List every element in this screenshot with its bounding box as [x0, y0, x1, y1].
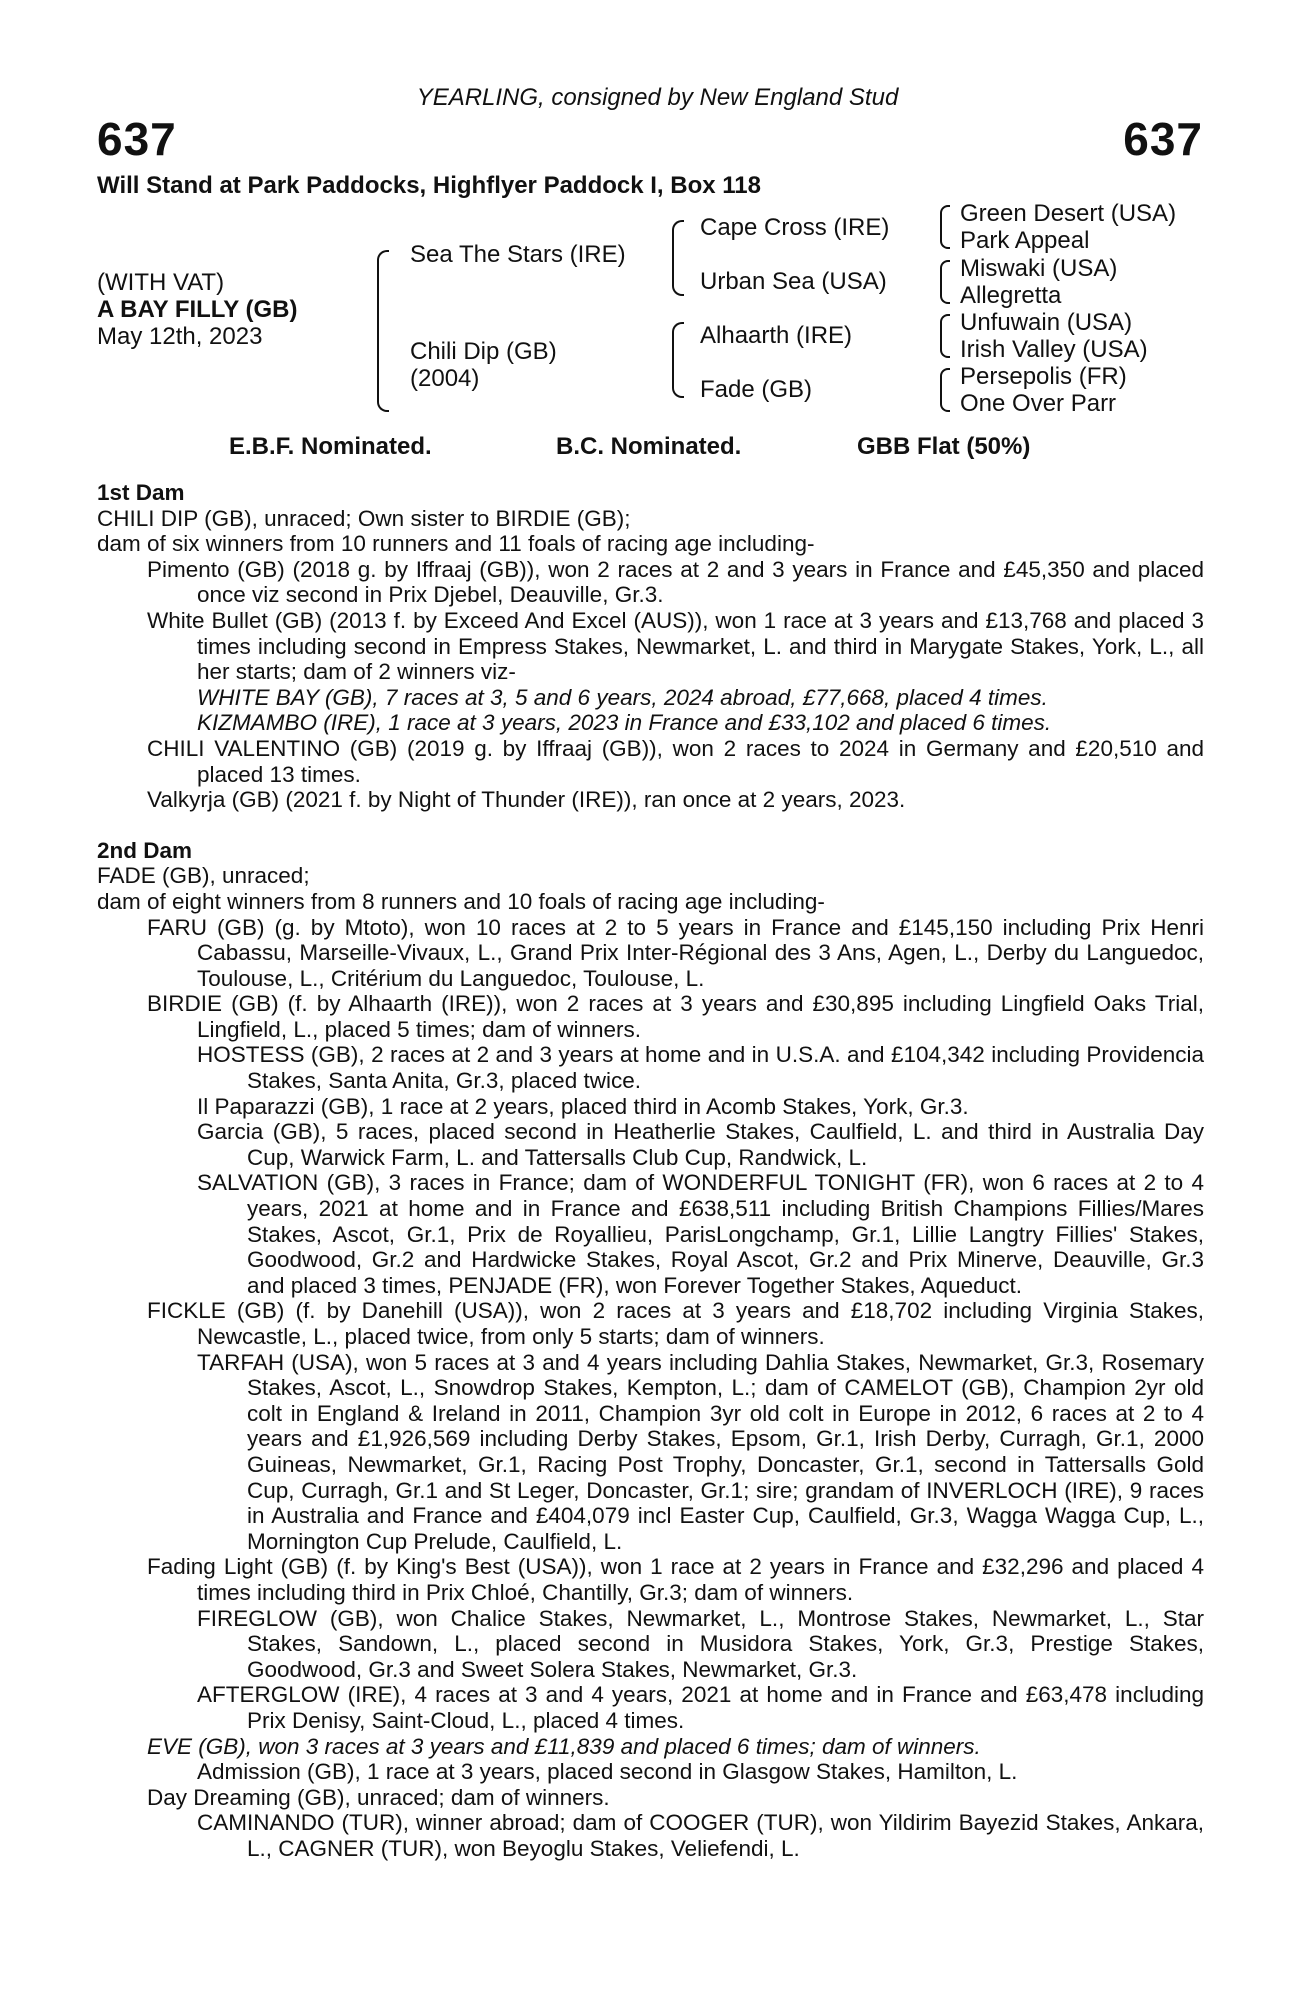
dam-dam: Fade (GB) [700, 376, 813, 403]
dam-sire: Alhaarth (IRE) [700, 322, 853, 349]
foaling-date: May 12th, 2023 [97, 323, 263, 350]
lot-number-right: 637 [1123, 113, 1203, 165]
horse-name: A BAY FILLY (GB) [97, 296, 298, 323]
first-dam-line: dam of six winners from 10 runners and 11 foals of racing age including- [97, 531, 815, 557]
sire-sire-dam: Park Appeal [960, 227, 1090, 254]
dam-dam-dam: One Over Parr [960, 390, 1117, 417]
pedigree-brace-main [377, 250, 389, 412]
second-dam-line: FICKLE (GB) (f. by Danehill (USA)), won 2 races at 3 years and £18,702 including Virginia Stakes, Newcastle, L., placed twice, from only 5 starts; dam of winners. [147, 1298, 1204, 1349]
dam-dam-sire: Persepolis (FR) [960, 363, 1127, 390]
first-dam-line: Pimento (GB) (2018 g. by Iffraaj (GB)), won 2 races at 2 and 3 years in France and £45,350 and placed once viz second in Prix Djebel, Deauville, Gr.3. [147, 556, 1204, 608]
first-dam-line: CHILI DIP (GB), unraced; Own sister to BIRDIE (GB); [97, 505, 631, 531]
sire-dam-dam: Allegretta [960, 282, 1062, 309]
first-dam-line: KIZMAMBO (IRE), 1 race at 3 years, 2023 in France and £33,102 and placed 6 times. [197, 710, 1052, 736]
dam-sire-dam: Irish Valley (USA) [960, 336, 1148, 363]
dam: Chili Dip (GB) [410, 338, 557, 365]
pedigree-brace-dd [940, 368, 950, 412]
second-dam-line: CAMINANDO (TUR), winner abroad; dam of COOGER (TUR), won Yildirim Bayezid Stakes, Ankara, L., CAGNER (TUR), won Beyoglu Stakes, Veliefendi, L. [197, 1810, 1204, 1861]
catalogue-body [97, 480, 1204, 1861]
second-dam-line: dam of eight winners from 8 runners and 10 foals of racing age including- [97, 888, 825, 914]
stand-location: Will Stand at Park Paddocks, Highflyer Paddock I, Box 118 [97, 172, 761, 199]
first-dam-line: White Bullet (GB) (2013 f. by Exceed And Excel (AUS)), won 1 race at 3 years and £13,768 and placed 3 times including second in Empress Stakes, Newmarket, L. and third in Marygate Stakes, York, L., all her starts; dam of 2 winners viz- [147, 607, 1204, 685]
second-dam-line: BIRDIE (GB) (f. by Alhaarth (IRE)), won 2 races at 3 years and £30,895 including Lingfield Oaks Trial, Lingfield, L., placed 5 times; dam of winners. [147, 991, 1204, 1042]
dam-year: (2004) [410, 365, 480, 392]
second-dam-line: FARU (GB) (g. by Mtoto), won 10 races at 2 to 5 years in France and £145,150 including Prix Henri Cabassu, Marseille-Vivaux, L., Grand Prix Inter-Régional des 3 Ans, Agen, L., Derby du Languedoc, Toulouse, L., Critérium du Languedoc, Toulouse, L. [147, 914, 1204, 991]
pedigree-brace-ss [940, 205, 950, 249]
second-dam-line: EVE (GB), won 3 races at 3 years and £11,839 and placed 6 times; dam of winners. [147, 1733, 981, 1759]
pedigree-brace-sire [672, 220, 684, 296]
ebf-nomination: E.B.F. Nominated. [229, 433, 432, 460]
sire-sire: Cape Cross (IRE) [700, 214, 890, 241]
consignor-subtitle: YEARLING, consigned by New England Stud [416, 84, 899, 111]
second-dam-line: FADE (GB), unraced; [97, 863, 310, 889]
sire-sire-sire: Green Desert (USA) [960, 200, 1177, 227]
lot-number-left: 637 [97, 113, 177, 165]
second-dam-line: AFTERGLOW (IRE), 4 races at 3 and 4 years, 2021 at home and in France and £63,478 including Prix Denisy, Saint-Cloud, L., placed 4 times. [197, 1682, 1204, 1733]
sire-dam: Urban Sea (USA) [700, 268, 887, 295]
pedigree-brace-ds [940, 314, 950, 358]
gbb-status: GBB Flat (50%) [857, 433, 1031, 460]
second-dam-line: TARFAH (USA), won 5 races at 3 and 4 years including Dahlia Stakes, Newmarket, Gr.3, Rosemary Stakes, Ascot, L., Snowdrop Stakes, Kempton, L.; dam of CAMELOT (GB), Champion 2yr old colt in England & Ireland in 2011, Champion 3yr old colt in Europe in 2012, 6 races at 2 to 4 years and £1,926,569 including Derby Stakes, Epsom, Gr.1, Irish Derby, Curragh, Gr.1, 2000 Guineas, Newmarket, Gr.1, Racing Post Trophy, Doncaster, Gr.1, second in Tattersalls Gold Cup, Curragh, Gr.1 and St Leger, Doncaster, Gr.1; sire; grandam of INVERLOCH (IRE), 9 races in Australia and France and £404,079 incl Easter Cup, Caulfield, Gr.3, Wagga Wagga Cup, L., Mornington Cup Prelude, Caulfield, L. [197, 1349, 1204, 1554]
sire: Sea The Stars (IRE) [410, 241, 626, 268]
vat-note: (WITH VAT) [97, 269, 225, 296]
second-dam-line: Garcia (GB), 5 races, placed second in Heatherlie Stakes, Caulfield, L. and third in Australia Day Cup, Warwick Farm, L. and Tattersalls Club Cup, Randwick, L. [197, 1119, 1204, 1170]
first-dam-line: CHILI VALENTINO (GB) (2019 g. by Iffraaj (GB)), won 2 races to 2024 in Germany and £20,510 and placed 13 times. [147, 735, 1204, 787]
pedigree-brace-dam [672, 322, 684, 398]
second-dam-line: SALVATION (GB), 3 races in France; dam of WONDERFUL TONIGHT (FR), won 6 races at 2 to 4 years, 2021 at home and in France and £638,511 including British Champions Fillies/Mares Stakes, Ascot, Gr.1, Prix de Royallieu, ParisLongchamp, Gr.1, Lillie Langtry Fillies' Stakes, Goodwood, Gr.2 and Hardwicke Stakes, Royal Ascot, Gr.2 and Prix Minerve, Deauville, Gr.3 and placed 3 times, PENJADE (FR), won Forever Together Stakes, Aqueduct. [197, 1170, 1204, 1298]
bc-nomination: B.C. Nominated. [556, 433, 742, 460]
second-dam-line: Il Paparazzi (GB), 1 race at 2 years, placed third in Acomb Stakes, York, Gr.3. [197, 1093, 969, 1119]
first-dam-heading: 1st Dam [97, 480, 185, 505]
second-dam-line: Day Dreaming (GB), unraced; dam of winners. [147, 1784, 610, 1810]
first-dam-line: Valkyrja (GB) (2021 f. by Night of Thunder (IRE)), ran once at 2 years, 2023. [147, 787, 906, 813]
second-dam-line: Admission (GB), 1 race at 3 years, placed second in Glasgow Stakes, Hamilton, L. [197, 1759, 1018, 1785]
second-dam-line: FIREGLOW (GB), won Chalice Stakes, Newmarket, L., Montrose Stakes, Newmarket, L., Star Stakes, Sandown, L., placed second in Musidora Stakes, York, Gr.3, Prestige Stakes, Goodwood, Gr.3 and Sweet Solera Stakes, Newmarket, Gr.3. [197, 1605, 1204, 1682]
first-dam-line: WHITE BAY (GB), 7 races at 3, 5 and 6 years, 2024 abroad, £77,668, placed 4 times. [197, 684, 1048, 710]
second-dam-heading: 2nd Dam [97, 837, 193, 863]
sire-dam-sire: Miswaki (USA) [960, 255, 1118, 282]
dam-sire-sire: Unfuwain (USA) [960, 309, 1133, 336]
pedigree-brace-sd [940, 260, 950, 304]
second-dam-line: HOSTESS (GB), 2 races at 2 and 3 years at home and in U.S.A. and £104,342 including Providencia Stakes, Santa Anita, Gr.3, placed twice. [197, 1042, 1204, 1094]
second-dam-line: Fading Light (GB) (f. by King's Best (USA)), won 1 race at 2 years in France and £32,296 and placed 4 times including third in Prix Chloé, Chantilly, Gr.3; dam of winners. [147, 1554, 1204, 1605]
